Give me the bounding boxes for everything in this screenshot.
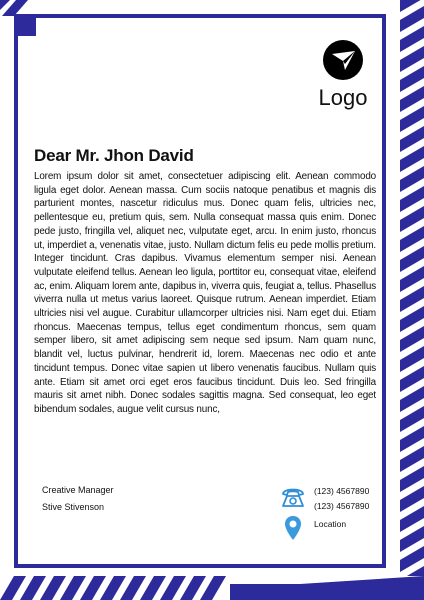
phone-number-2: (123) 4567890 (314, 501, 370, 511)
letter-body: Lorem ipsum dolor sit amet, consectetuer adipiscing elit. Aenean commodo ligula eget dolor. Aenean massa. Cum sociis natoque penatibus et magnis dis parturient montes, nascetur ridiculus mus. Donec quam felis, ultricies nec, pellentesque eu, pretium quis, sem. Nulla consequat massa quis enim. Donec pede justo, fringilla vel, aliquet nec, vulputate eget, arcu. In enim justo, rhoncus ut, imperdiet a, venenatis vitae, justo. Nullam dictum felis eu pede mollis pretium. Integer tincidunt. Cras dapibus. Vivamus elementum semper nisi. Aenean vulputate eleifend tellus. Aenean leo ligula, porttitor eu, consequat vitae, eleifend ac, enim. Aliquam lorem ante, dapibus in, viverra quis, feugiat a, tellus. Phasellus viverra nulla ut metus varius laoreet. Quisque rutrum. Aenean imperdiet. Etiam ultricies nisi vel augue. Curabitur ullamcorper ultricies nisi. Nam eget dui. Etiam rhoncus. Maecenas tempus, tellus eget condimentum rhoncus, sem quam semper libero, sit amet adipiscing sem neque sed ipsum. Nam quam nunc, blandit vel, luctus pulvinar, hendrerit id, lorem. Maecenas nec odio et ante tincidunt tempus. Donec vitae sapien ut libero venenatis faucibus. Nullam quis ante. Etiam sit amet orci eget eros faucibus tincidunt. Duis leo. Sed fringilla mauris sit amet nibh. Donec sodales sagittis magna. Sed consequat, leo eget bibendum sodales, augue velit cursus nunc, (34, 171, 376, 415)
logo (318, 40, 368, 109)
phone-number-1: (123) 4567890 (314, 486, 370, 496)
logo-text: Logo (318, 85, 368, 110)
location-text: Location (314, 519, 347, 529)
telephone-icon (280, 485, 306, 509)
salutation: Dear Mr. Jhon David (34, 146, 194, 165)
send-arrow-icon (323, 40, 363, 80)
right-stripe-band (400, 0, 424, 600)
frame-corner-accent (14, 14, 36, 36)
signature-role: Creative Manager (42, 485, 114, 495)
location-pin-icon (284, 515, 302, 541)
bottom-stripe-band (0, 576, 424, 600)
signature-name: Stive Stivenson (42, 502, 105, 512)
